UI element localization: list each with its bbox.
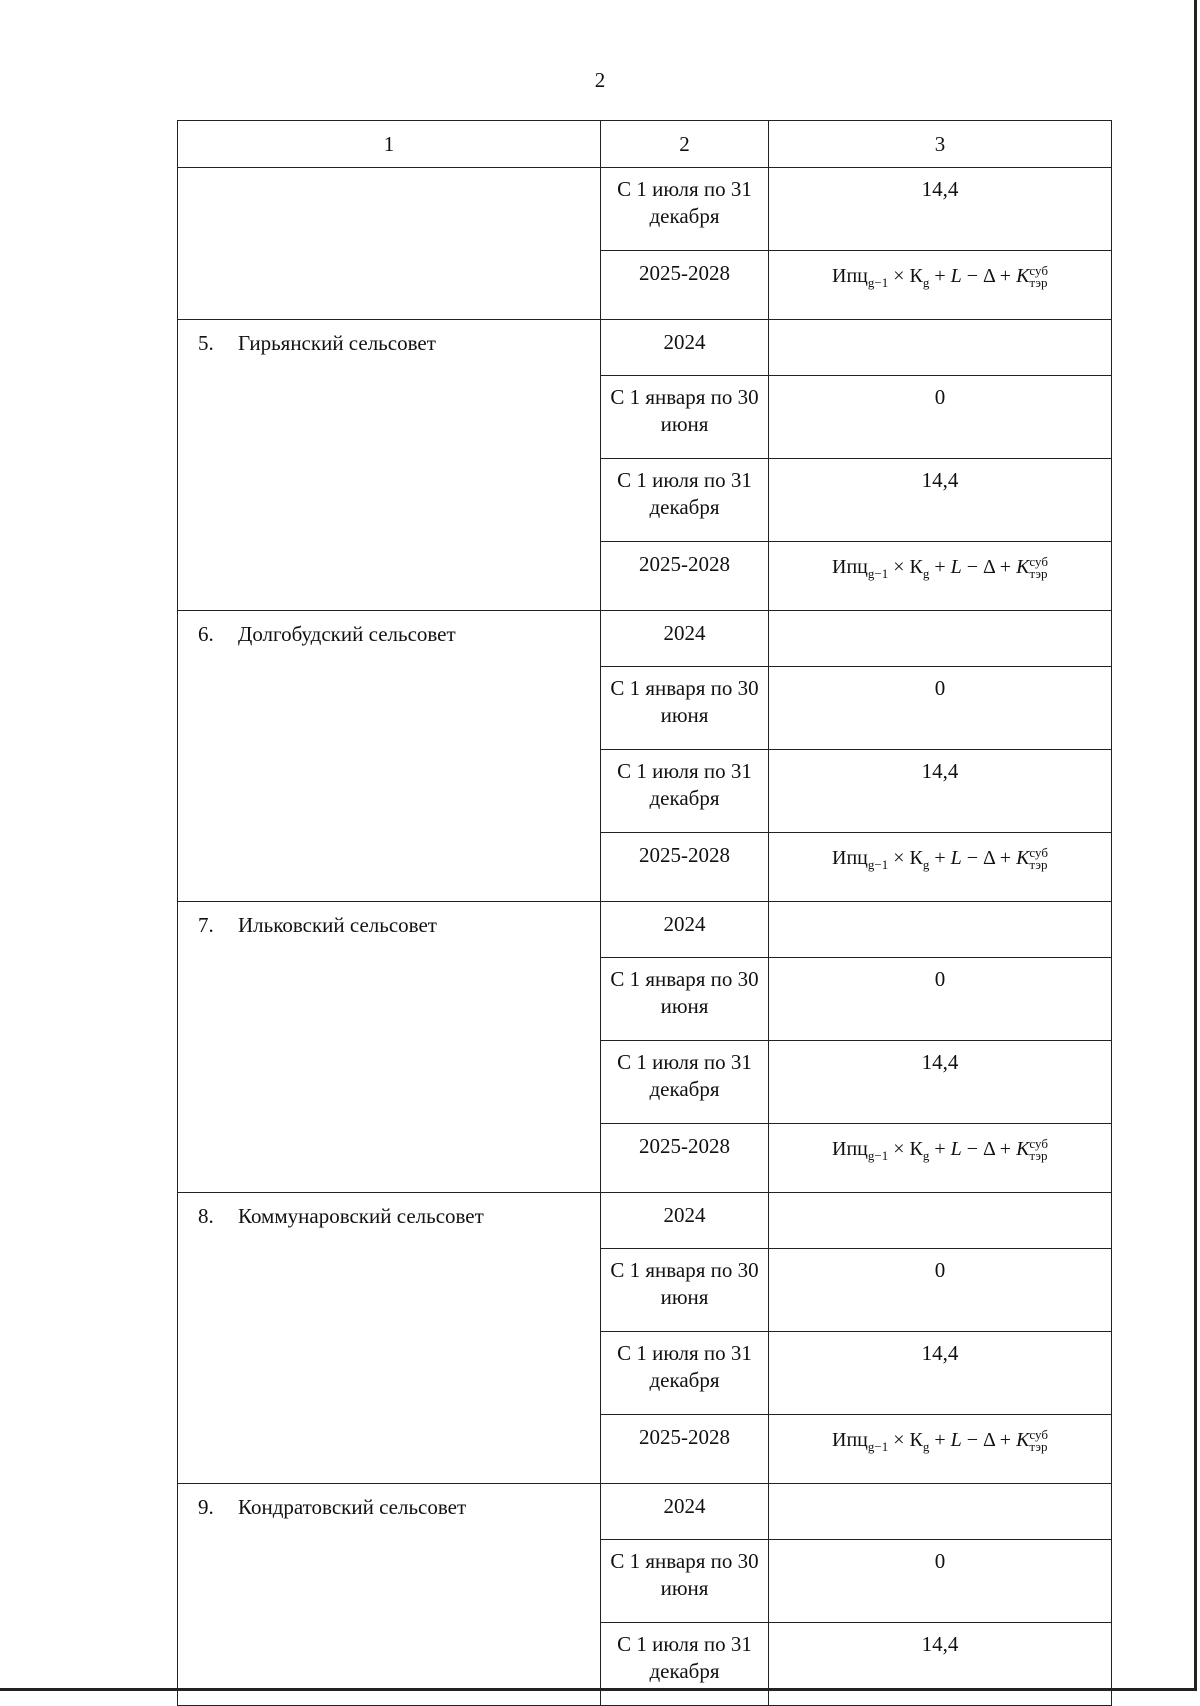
formula-plus2: + xyxy=(999,265,1012,287)
period-cell: 2025-2028 xyxy=(601,251,769,320)
period-cell: 2024 xyxy=(601,320,769,376)
formula xyxy=(832,263,1048,291)
municipality-number: 9. xyxy=(198,1495,214,1519)
formula-k2-sup: суб xyxy=(1029,1427,1048,1443)
formula-plus2: + xyxy=(999,556,1012,578)
formula-k2-sup: суб xyxy=(1029,554,1048,570)
formula-minus: − xyxy=(966,1429,979,1451)
period-cell: С 1 июля по 31 декабря xyxy=(601,1332,769,1415)
value-cell xyxy=(769,1193,1112,1249)
formula-cell xyxy=(769,251,1112,320)
formula-k2: K xyxy=(1016,556,1030,578)
formula-k2-index xyxy=(1029,265,1048,289)
formula xyxy=(832,554,1048,582)
municipality-cell xyxy=(178,320,601,611)
formula-base-sub: g−1 xyxy=(867,1148,889,1163)
municipality-cell xyxy=(178,1193,601,1484)
table-row xyxy=(178,1484,1112,1540)
municipality-number: 6. xyxy=(198,622,214,646)
value-cell xyxy=(769,611,1112,667)
municipality-number: 8. xyxy=(198,1204,214,1228)
formula-k: К xyxy=(909,265,923,287)
formula-base-sub: g−1 xyxy=(867,566,889,581)
formula-k-sub: g xyxy=(922,1439,930,1454)
formula-k-sub: g xyxy=(922,1148,930,1163)
period-cell: 2024 xyxy=(601,611,769,667)
table-row xyxy=(178,168,1112,251)
value-cell: 0 xyxy=(769,376,1112,459)
formula-delta: Δ xyxy=(983,1138,995,1160)
municipality-name: Гирьянский сельсовет xyxy=(238,331,436,355)
formula-k2-sub: тэр xyxy=(1029,1439,1048,1455)
formula-k2-index xyxy=(1029,1138,1048,1162)
period-cell: 2024 xyxy=(601,902,769,958)
formula-times: × xyxy=(893,265,905,287)
formula-minus: − xyxy=(966,1138,979,1160)
value-cell: 0 xyxy=(769,958,1112,1041)
formula-minus: − xyxy=(966,265,979,287)
municipality-cell xyxy=(178,902,601,1193)
formula-k: К xyxy=(909,556,923,578)
value-cell: 0 xyxy=(769,1249,1112,1332)
formula-k2-index xyxy=(1029,1429,1048,1453)
header-cell-2: 2 xyxy=(601,121,769,168)
formula-base: Ипц xyxy=(832,1138,868,1160)
formula-l: L xyxy=(950,1429,962,1451)
formula xyxy=(832,1427,1048,1455)
formula-cell xyxy=(769,833,1112,902)
period-cell: 2024 xyxy=(601,1484,769,1540)
municipality-cell-empty xyxy=(178,168,601,320)
formula-base-sub: g−1 xyxy=(867,1439,889,1454)
formula-k2: K xyxy=(1016,847,1030,869)
formula-k: К xyxy=(909,1429,923,1451)
value-cell: 14,4 xyxy=(769,459,1112,542)
period-cell: 2024 xyxy=(601,1193,769,1249)
value-cell: 14,4 xyxy=(769,168,1112,251)
formula-k: К xyxy=(909,1138,923,1160)
table-row xyxy=(178,1193,1112,1249)
formula-cell xyxy=(769,542,1112,611)
period-cell: С 1 января по 30 июня xyxy=(601,667,769,750)
formula-k-sub: g xyxy=(922,275,930,290)
municipality-name: Долгобудский сельсовет xyxy=(238,622,456,646)
period-cell: С 1 июля по 31 декабря xyxy=(601,750,769,833)
table-row xyxy=(178,320,1112,376)
formula-plus: + xyxy=(934,847,946,869)
formula-delta: Δ xyxy=(983,1429,995,1451)
period-cell: С 1 января по 30 июня xyxy=(601,376,769,459)
municipality-name: Ильковский сельсовет xyxy=(238,913,437,937)
municipality-name: Кондратовский сельсовет xyxy=(238,1495,467,1519)
formula-base: Ипц xyxy=(832,556,868,578)
period-cell: 2025-2028 xyxy=(601,833,769,902)
formula-k2-sub: тэр xyxy=(1029,566,1048,582)
period-cell: С 1 января по 30 июня xyxy=(601,1249,769,1332)
formula-base-sub: g−1 xyxy=(867,857,889,872)
period-cell: С 1 июля по 31 декабря xyxy=(601,1041,769,1124)
header-cell-3: 3 xyxy=(769,121,1112,168)
tariff-table xyxy=(177,120,1112,1706)
formula-k2-sub: тэр xyxy=(1029,1148,1048,1164)
period-cell: С 1 июля по 31 декабря xyxy=(601,1623,769,1706)
municipality-name: Коммунаровский сельсовет xyxy=(238,1204,484,1228)
formula xyxy=(832,1136,1048,1164)
value-cell: 14,4 xyxy=(769,1041,1112,1124)
formula-times: × xyxy=(893,556,905,578)
value-cell: 14,4 xyxy=(769,1623,1112,1706)
formula-minus: − xyxy=(966,847,979,869)
formula-delta: Δ xyxy=(983,265,995,287)
formula-times: × xyxy=(893,847,905,869)
formula-minus: − xyxy=(966,556,979,578)
formula-times: × xyxy=(893,1429,905,1451)
formula-k2-sup: суб xyxy=(1029,1136,1048,1152)
formula-base: Ипц xyxy=(832,265,868,287)
formula-cell xyxy=(769,1415,1112,1484)
value-cell xyxy=(769,1484,1112,1540)
municipality-number: 5. xyxy=(198,331,214,355)
formula-plus2: + xyxy=(999,1138,1012,1160)
formula-k-sub: g xyxy=(922,857,930,872)
table-row xyxy=(178,902,1112,958)
period-cell: С 1 января по 30 июня xyxy=(601,1540,769,1623)
formula-k2: K xyxy=(1016,1138,1030,1160)
formula-l: L xyxy=(950,847,962,869)
formula-k-sub: g xyxy=(922,566,930,581)
period-cell: С 1 июля по 31 декабря xyxy=(601,459,769,542)
municipality-number: 7. xyxy=(198,913,214,937)
formula-plus2: + xyxy=(999,1429,1012,1451)
formula-k: К xyxy=(909,847,923,869)
value-cell: 14,4 xyxy=(769,750,1112,833)
formula-plus: + xyxy=(934,1138,946,1160)
formula-base: Ипц xyxy=(832,1429,868,1451)
value-cell xyxy=(769,320,1112,376)
formula-delta: Δ xyxy=(983,847,995,869)
formula-base-sub: g−1 xyxy=(867,275,889,290)
page-number: 2 xyxy=(594,68,606,92)
table-row xyxy=(178,611,1112,667)
formula-l: L xyxy=(950,265,962,287)
formula-k2: K xyxy=(1016,1429,1030,1451)
formula-cell xyxy=(769,1124,1112,1193)
formula-k2-index xyxy=(1029,847,1048,871)
formula-delta: Δ xyxy=(983,556,995,578)
header-row xyxy=(178,121,1112,168)
formula-k2-sup: суб xyxy=(1029,845,1048,861)
municipality-cell xyxy=(178,611,601,902)
formula-times: × xyxy=(893,1138,905,1160)
formula-k2-sub: тэр xyxy=(1029,857,1048,873)
period-cell: С 1 июля по 31 декабря xyxy=(601,168,769,251)
formula-plus: + xyxy=(934,265,946,287)
period-cell: 2025-2028 xyxy=(601,1415,769,1484)
period-cell: 2025-2028 xyxy=(601,1124,769,1193)
header-cell-1: 1 xyxy=(178,121,601,168)
formula-k2-sub: тэр xyxy=(1029,275,1048,291)
period-cell: С 1 января по 30 июня xyxy=(601,958,769,1041)
municipality-cell xyxy=(178,1484,601,1706)
value-cell: 0 xyxy=(769,667,1112,750)
value-cell: 14,4 xyxy=(769,1332,1112,1415)
value-cell: 0 xyxy=(769,1540,1112,1623)
formula-k2-index xyxy=(1029,556,1048,580)
formula-plus2: + xyxy=(999,847,1012,869)
formula-k2-sup: суб xyxy=(1029,263,1048,279)
value-cell xyxy=(769,902,1112,958)
formula xyxy=(832,845,1048,873)
formula-k2: K xyxy=(1016,265,1030,287)
formula-l: L xyxy=(950,556,962,578)
formula-plus: + xyxy=(934,1429,946,1451)
period-cell: 2025-2028 xyxy=(601,542,769,611)
formula-l: L xyxy=(950,1138,962,1160)
formula-plus: + xyxy=(934,556,946,578)
formula-base: Ипц xyxy=(832,847,868,869)
